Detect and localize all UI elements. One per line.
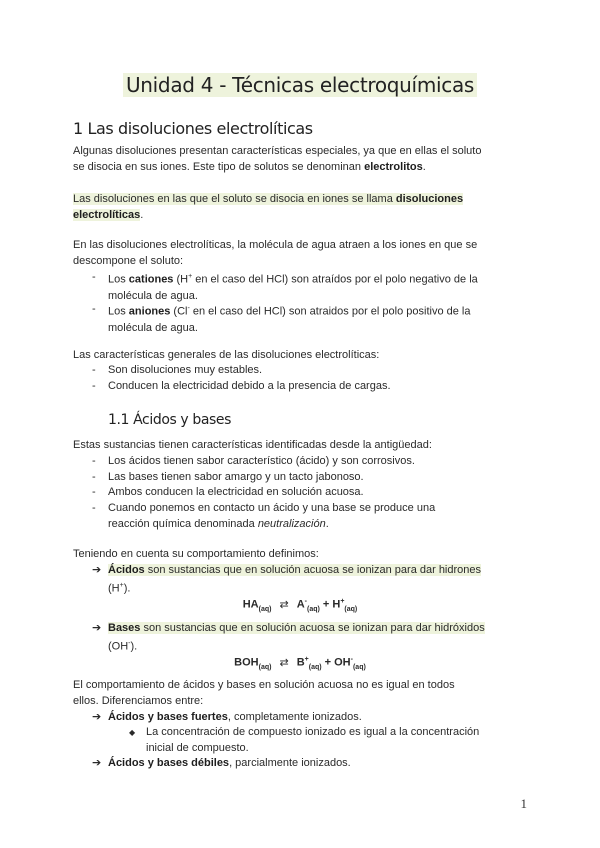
page-number: 1 — [520, 796, 527, 811]
bullet-dash: - — [92, 486, 96, 498]
list-item-neutralizacion: Cuando ponemos en contacto un ácido y una base se produce una reacción química denominada neutralización. — [108, 502, 436, 530]
list-item-cationes: Los cationes (H+ en el caso del HCl) son atraídos por el polo negativo de la molécula de agua. — [108, 273, 478, 302]
paragraph-intro: Algunas disoluciones presentan características especiales, ya que en ellas el soluto se disocia en sus iones. Este tipo de solutos se denominan electrolitos. — [73, 145, 482, 173]
arrow-bullet-icon: ➔ — [92, 711, 102, 723]
list-item: Son disoluciones muy estables. — [108, 364, 263, 376]
list-item-weak: Ácidos y bases débiles, parcialmente ionizados. — [108, 757, 351, 769]
list-item-aniones: Los aniones (Cl- en el caso del HCl) son atraidos por el polo positivo de la molécula de agua. — [108, 305, 471, 334]
bullet-dash: - — [92, 455, 96, 467]
bullet-dash: - — [92, 502, 96, 514]
definition-highlight: Las disoluciones en las que el soluto se disocia en iones se llama disoluciones electrolíticas. — [73, 193, 464, 221]
definition-acids: Ácidos son sustancias que en solución acuosa se ionizan para dar hidrones (H+). — [108, 564, 482, 595]
section-heading-1-1: 1.1 Ácidos y bases — [108, 412, 232, 428]
arrow-bullet-icon: ➔ — [92, 757, 102, 769]
diamond-bullet-icon: ◆ — [129, 728, 136, 737]
list-item: Los ácidos tienen sabor característico (ácido) y son corrosivos. — [108, 455, 415, 467]
paragraph-general: Las características generales de las disoluciones electrolíticas: — [73, 349, 380, 361]
arrow-bullet-icon: ➔ — [92, 564, 102, 576]
list-item: Las bases tienen sabor amargo y un tacto jabonoso. — [108, 471, 364, 483]
bullet-dash: - — [92, 271, 96, 283]
paragraph-define: Teniendo en cuenta su comportamiento definimos: — [73, 548, 319, 560]
list-item-strong: Ácidos y bases fuertes, completamente ionizados. — [108, 711, 362, 723]
list-subitem-strong: La concentración de compuesto ionizado es igual a la concentración inicial de compuesto. — [146, 726, 480, 754]
bullet-dash: - — [92, 380, 96, 392]
arrow-bullet-icon: ➔ — [92, 622, 102, 634]
paragraph-water: En las disoluciones electrolíticas, la molécula de agua atraen a los iones en que se descompone el soluto: — [73, 239, 478, 267]
section-heading-1: 1 Las disoluciones electrolíticas — [73, 119, 313, 138]
list-item: Conducen la electricidad debido a la presencia de cargas. — [108, 380, 391, 392]
equation-acid: $HA_{(aq)}$ ⇄ $A^-_{(aq)} + H^+_{(aq)}$ — [242, 598, 358, 613]
page-title: Unidad 4 - Técnicas electroquímicas — [0, 72, 600, 98]
paragraph-properties: Estas sustancias tienen características identificadas desde la antigüedad: — [73, 439, 432, 451]
bullet-dash: - — [92, 471, 96, 483]
list-item: Ambos conducen la electricidad en solución acuosa. — [108, 486, 364, 498]
equation-base: $BOH_{(aq)}$ ⇄ $B^+_{(aq)} + OH^-_{(aq)}$ — [234, 656, 366, 671]
paragraph-strength: El comportamiento de ácidos y bases en solución acuosa no es igual en todos ellos. Diferenciamos entre: — [73, 679, 455, 707]
definition-bases: Bases son sustancias que en solución acuosa se ionizan para dar hidróxidos (OH-). — [108, 622, 485, 653]
bullet-dash: - — [92, 364, 96, 376]
bullet-dash: - — [92, 303, 96, 315]
